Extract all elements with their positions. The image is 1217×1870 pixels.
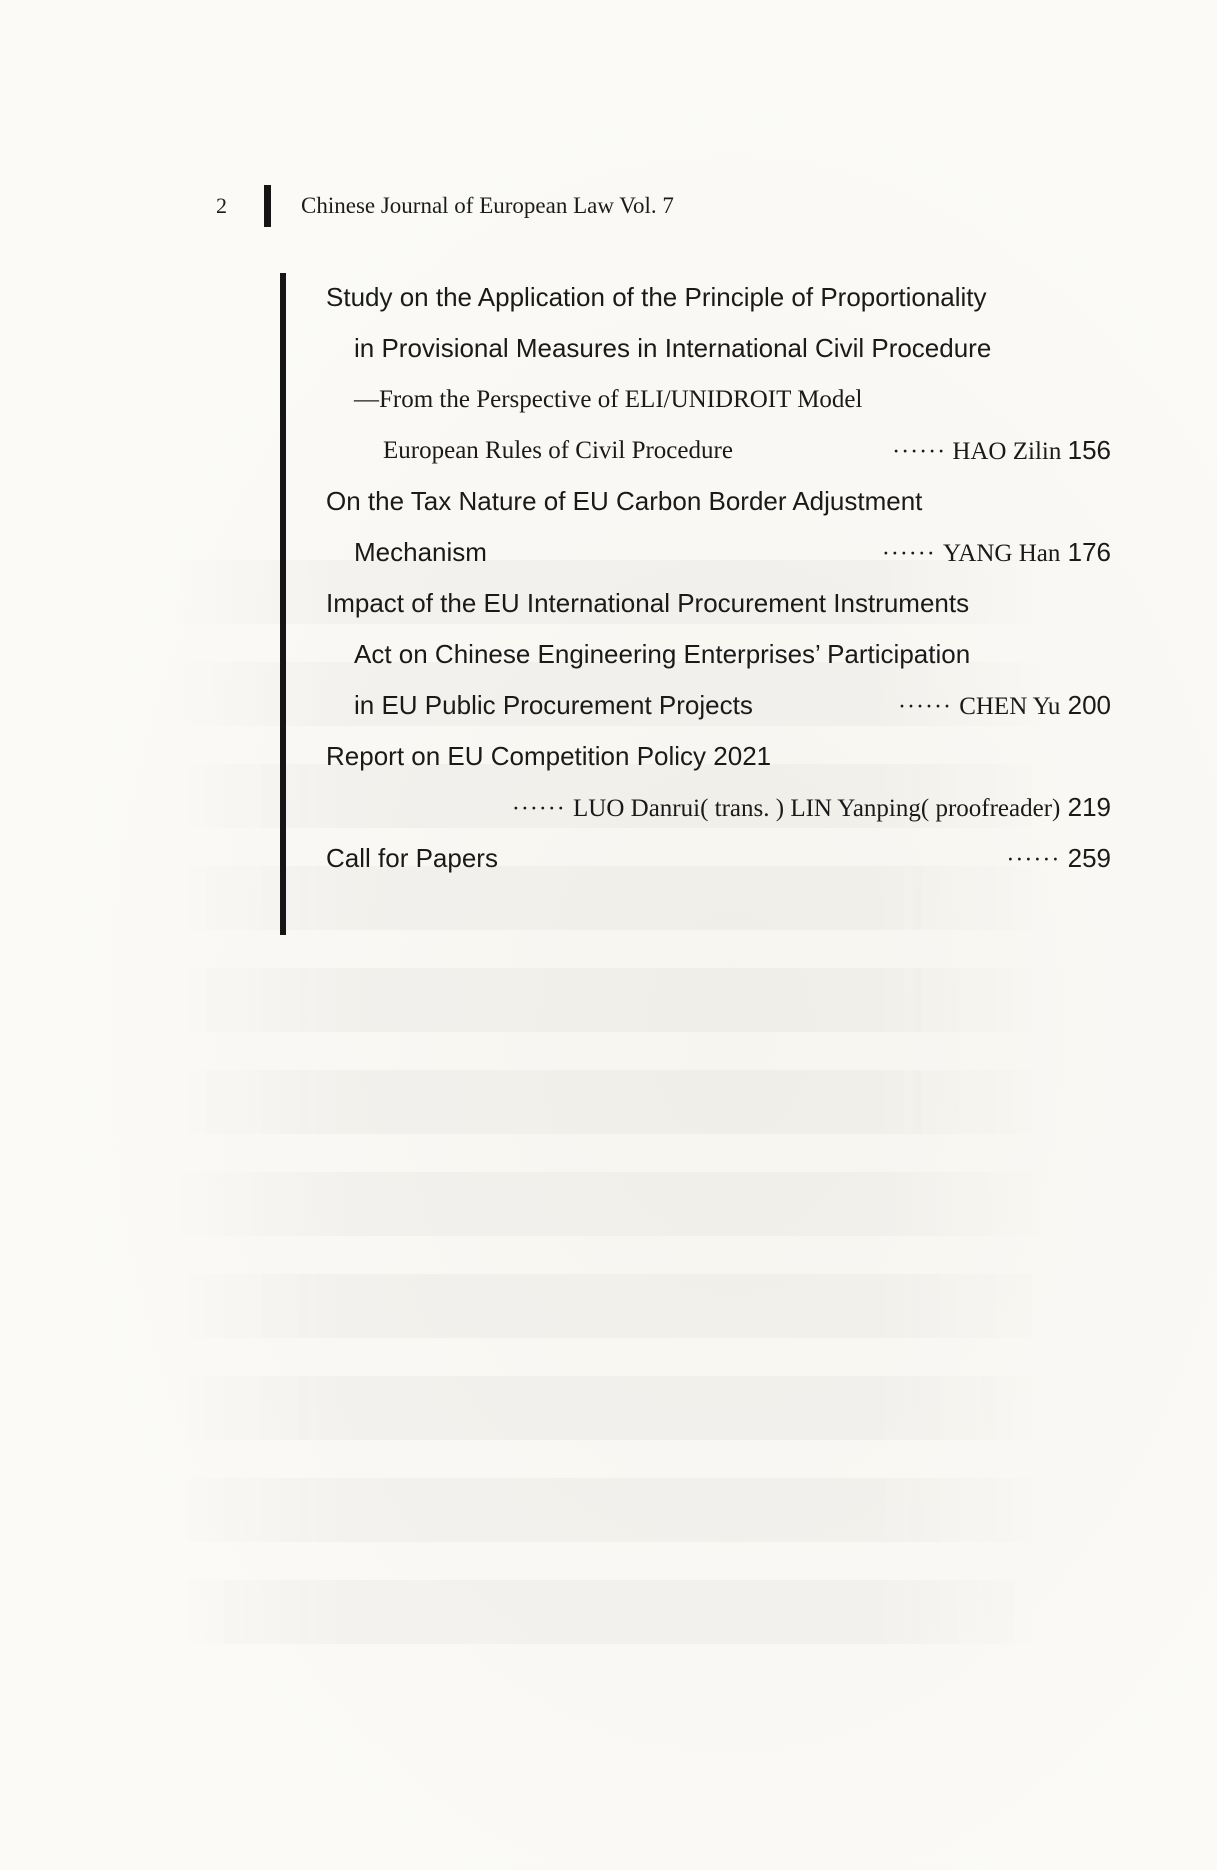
toc-entry-3-title-line-3 <box>326 680 1111 731</box>
journal-title: Chinese Journal of European Law Vol. 7 <box>301 193 674 218</box>
author: YANG Han <box>943 540 1061 567</box>
table-of-contents <box>326 272 1111 884</box>
toc-entry-2-ref <box>882 527 1111 580</box>
toc-entry-4-ref <box>512 782 1111 835</box>
toc-entry-1-subtitle-line-2 <box>326 425 1111 476</box>
toc-entry-3-title-line-2 <box>326 629 1111 680</box>
toc-entry-3-ref <box>898 680 1111 733</box>
page-ref: 156 <box>1067 435 1111 465</box>
page-ref: 219 <box>1067 792 1111 822</box>
page-ref: 176 <box>1067 537 1111 567</box>
toc-entry-1-subtitle-line-1 <box>326 374 1111 425</box>
toc-entry-5-title-line-1 <box>326 833 1111 884</box>
author: HAO Zilin <box>952 438 1062 465</box>
page-ref: 259 <box>1067 843 1111 873</box>
toc-entry-1-title-line-2 <box>326 323 1111 374</box>
dot-leader: ······ <box>511 796 566 822</box>
toc-vertical-rule <box>280 273 286 935</box>
page-ref: 200 <box>1067 690 1111 720</box>
toc-text: Study on the Application of the Principle of Proportionality <box>326 282 987 312</box>
toc-text: European Rules of Civil Procedure <box>383 437 733 464</box>
toc-entry-2-title-line-1 <box>326 476 1111 527</box>
header-rule <box>264 185 271 227</box>
dot-leader: ······ <box>898 694 952 720</box>
dot-leader: ······ <box>892 439 947 465</box>
toc-text: in Provisional Measures in International Civil Procedure <box>354 333 992 363</box>
toc-text: in EU Public Procurement Projects <box>354 690 753 720</box>
toc-entry-4-title-line-1 <box>326 731 1111 782</box>
toc-entry-5-ref <box>1006 833 1111 886</box>
dot-leader: ······ <box>881 541 936 567</box>
toc-entry-3-title-line-1 <box>326 578 1111 629</box>
running-header <box>216 186 674 226</box>
page-number: 2 <box>216 193 227 218</box>
toc-entry-1-title-line-1 <box>326 272 1111 323</box>
toc-text: —From the Perspective of ELI/UNIDROIT Model <box>354 386 863 413</box>
author: LUO Danrui( trans. ) LIN Yanping( proofreader) <box>573 795 1061 822</box>
toc-text: Call for Papers <box>326 843 498 873</box>
toc-text: On the Tax Nature of EU Carbon Border Adjustment <box>326 486 923 516</box>
toc-entry-4-ref-line <box>326 782 1111 833</box>
toc-entry-1-ref <box>892 425 1111 478</box>
dot-leader: ······ <box>1006 847 1061 873</box>
toc-entry-2-title-line-2 <box>326 527 1111 578</box>
toc-text: Impact of the EU International Procurement Instruments <box>326 588 970 618</box>
toc-text: Act on Chinese Engineering Enterprises’ Participation <box>354 639 971 669</box>
toc-text: Report on EU Competition Policy 2021 <box>326 741 772 771</box>
author: CHEN Yu <box>959 693 1061 720</box>
toc-text: Mechanism <box>354 537 487 567</box>
